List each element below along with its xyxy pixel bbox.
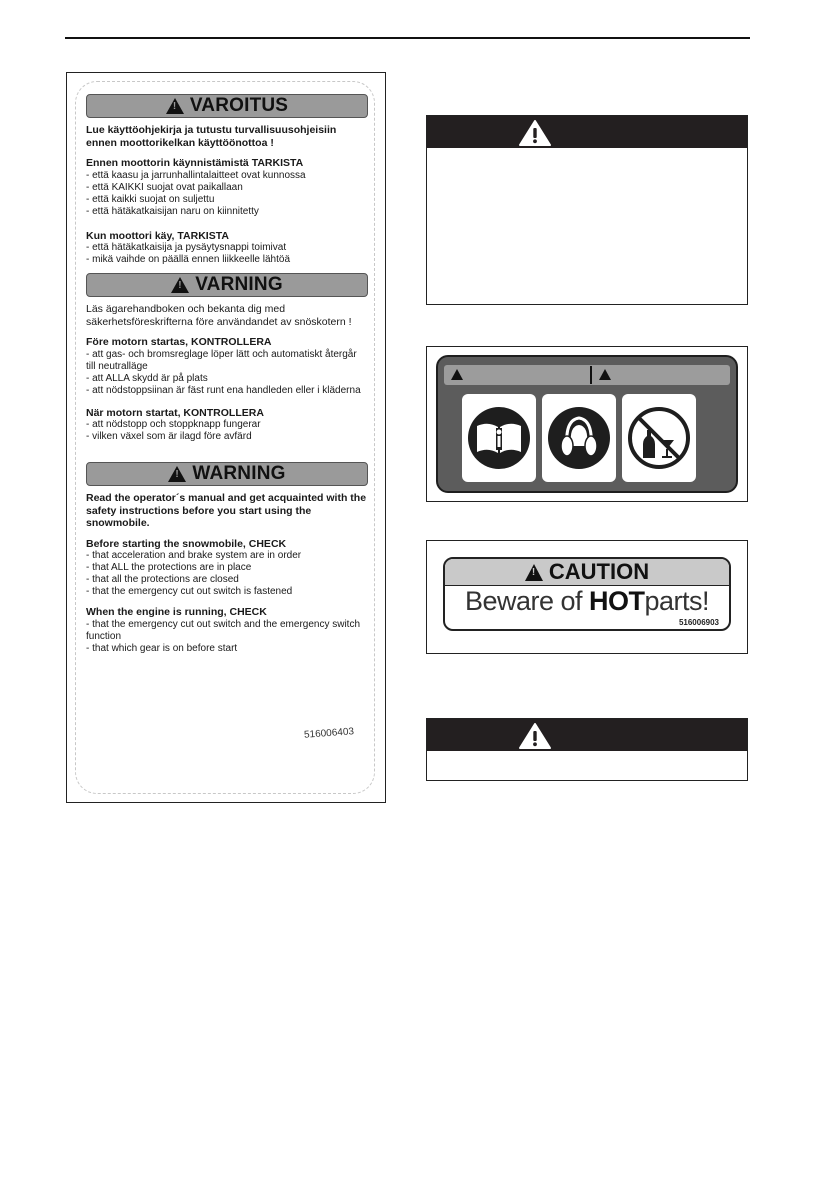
warning-triangle-icon xyxy=(518,119,552,147)
banner-varoitus: ! VAROITUS xyxy=(86,94,368,118)
section-english xyxy=(86,462,368,655)
no-alcohol-icon xyxy=(627,406,691,470)
divider xyxy=(590,366,592,384)
warning-triangle-icon xyxy=(525,564,543,581)
ear-protection-icon xyxy=(547,406,611,470)
list-item: - that all the protections are closed xyxy=(86,574,239,585)
list-item: - that ALL the protections are in place xyxy=(86,562,252,573)
list-item: - att nödstoppsiinan är fäst runt ena handleden eller i kläderna xyxy=(86,384,361,396)
read-manual-tile xyxy=(462,394,536,482)
section-finnish xyxy=(86,94,368,266)
read-manual-icon xyxy=(467,406,531,470)
pictogram-header-strip xyxy=(444,365,730,385)
check-list xyxy=(86,550,368,598)
group-title: Före motorn startas, KONTROLLERA xyxy=(86,336,272,348)
part-number: 516006403 xyxy=(303,726,355,741)
caution-header: ! CAUTION xyxy=(445,559,729,586)
list-item: - that acceleration and brake system are in order xyxy=(86,550,302,561)
warning-header xyxy=(427,719,747,751)
list-item: - että kaikki suojat on suljettu xyxy=(86,193,215,205)
caution-plate xyxy=(443,557,731,631)
no-alcohol-tile xyxy=(622,394,696,482)
intro-text: Lue käyttöohjekirja ja tutustu turvallisuusohjeisiin ennen moottorikelkan käyttöönottoa ! xyxy=(86,124,337,149)
group-title: När motorn startat, KONTROLLERA xyxy=(86,406,264,419)
warning-box-bottom xyxy=(426,718,748,781)
ear-protection-tile xyxy=(542,394,616,482)
check-list xyxy=(86,349,368,397)
warning-triangle-icon xyxy=(451,369,463,380)
caution-message: Beware of HOTparts! xyxy=(464,586,710,616)
list-item: - that the emergency cut out switch is fastened xyxy=(86,586,293,597)
list-item: - mikä vaihde on päällä ennen liikkeelle lähtöä xyxy=(86,254,291,265)
list-item: - että kaasu ja jarrunhallintalaitteet ovat kunnossa xyxy=(86,169,306,181)
check-list xyxy=(86,419,368,443)
group-title: Before starting the snowmobile, CHECK xyxy=(86,537,287,550)
warning-header xyxy=(427,116,747,148)
intro-text: Read the operator´s manual and get acquainted with the safety instructions before you start using the snowmobile. xyxy=(86,492,367,529)
banner-warning: ! WARNING xyxy=(86,462,368,486)
list-item: - että hätäkatkaisija ja pysäytysnappi toimivat xyxy=(86,242,287,253)
warning-triangle-icon xyxy=(171,277,189,293)
list-item: - att gas- och bromsreglage löper lätt och automatiskt återgår till neutralläge xyxy=(86,348,357,372)
list-item: - that the emergency cut out switch and the emergency switch function xyxy=(86,618,361,642)
section-swedish xyxy=(86,273,368,443)
warning-triangle-icon xyxy=(599,369,611,380)
group-title: When the engine is running, CHECK xyxy=(86,606,267,618)
warning-triangle-icon xyxy=(168,466,186,482)
pictogram-plate xyxy=(436,355,738,493)
list-item: - että KAIKKI suojat ovat paikallaan xyxy=(86,181,243,193)
list-item: - att ALLA skydd är på plats xyxy=(86,372,208,384)
caution-sign-box xyxy=(426,540,748,654)
list-item: - att nödstopp och stoppknapp fungerar xyxy=(86,419,261,430)
list-item: - vilken växel som är ilagd före avfärd xyxy=(86,431,252,442)
check-list xyxy=(86,242,368,266)
list-item: - that which gear is on before start xyxy=(86,642,238,654)
banner-varning: ! VARNING xyxy=(86,273,368,297)
intro-text: Läs ägarehandboken och bekanta dig med säkerhetsföreskrifterna före användandet av snöskotern ! xyxy=(86,303,352,328)
warning-triangle-icon xyxy=(166,98,184,114)
warning-triangle-icon xyxy=(518,722,552,750)
group-title: Ennen moottorin käynnistämistä TARKISTA xyxy=(86,157,304,169)
check-list xyxy=(86,619,368,655)
list-item: - että hätäkatkaisijan naru on kiinnitetty xyxy=(86,205,259,217)
caution-part-number: 516006903 xyxy=(678,618,719,627)
warning-box-top xyxy=(426,115,748,305)
top-rule xyxy=(65,37,750,39)
check-list xyxy=(86,170,368,218)
group-title: Kun moottori käy, TARKISTA xyxy=(86,229,229,242)
pictogram-sign-box xyxy=(426,346,748,502)
